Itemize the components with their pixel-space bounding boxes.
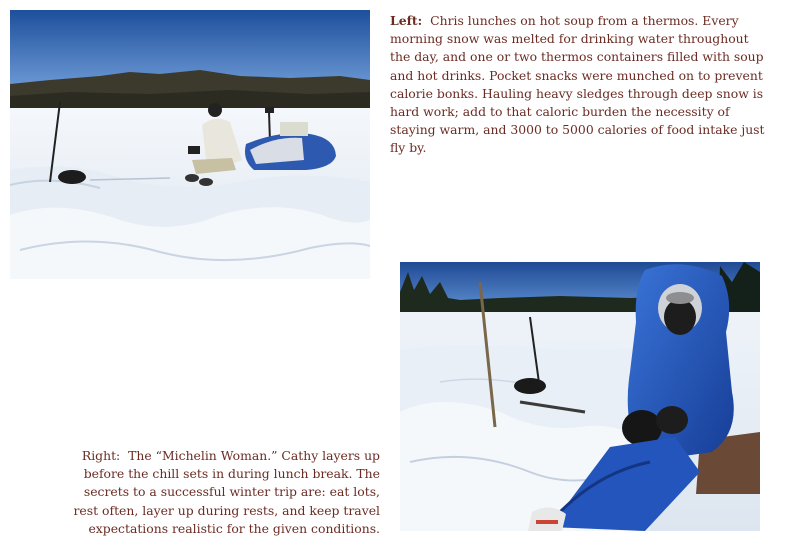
- caption-right-label: Right:: [81, 448, 121, 463]
- chris-lunch-illustration: [10, 10, 370, 279]
- caption-right: [58, 447, 380, 538]
- caption-left-text: Chris lunches on hot soup from a thermos. Every morning snow was melted for drinking water throughout the day, and one or two thermos containers filled with soup and hot drinks. Pocket snacks were munched on to prevent calorie bonks. Hauling heavy sledges through deep snow is hard work; add to that caloric burden the necessity of staying warm, and 3000 to 5000 calories of food intake just fly by.: [390, 13, 765, 156]
- caption-right-text: The “Michelin Woman.” Cathy layers up before the chill sets in during lunch break. The secrets to a successful winter trip are: eat lots, rest often, layer up during rests, and keep travel expectations realistic for the given conditions.: [73, 448, 380, 536]
- photo-cathy-parka: [400, 262, 760, 531]
- photo-chris-lunch: [10, 10, 370, 279]
- caption-left: [390, 12, 765, 158]
- caption-left-label: Left:: [390, 13, 423, 28]
- cathy-parka-illustration: [400, 262, 760, 531]
